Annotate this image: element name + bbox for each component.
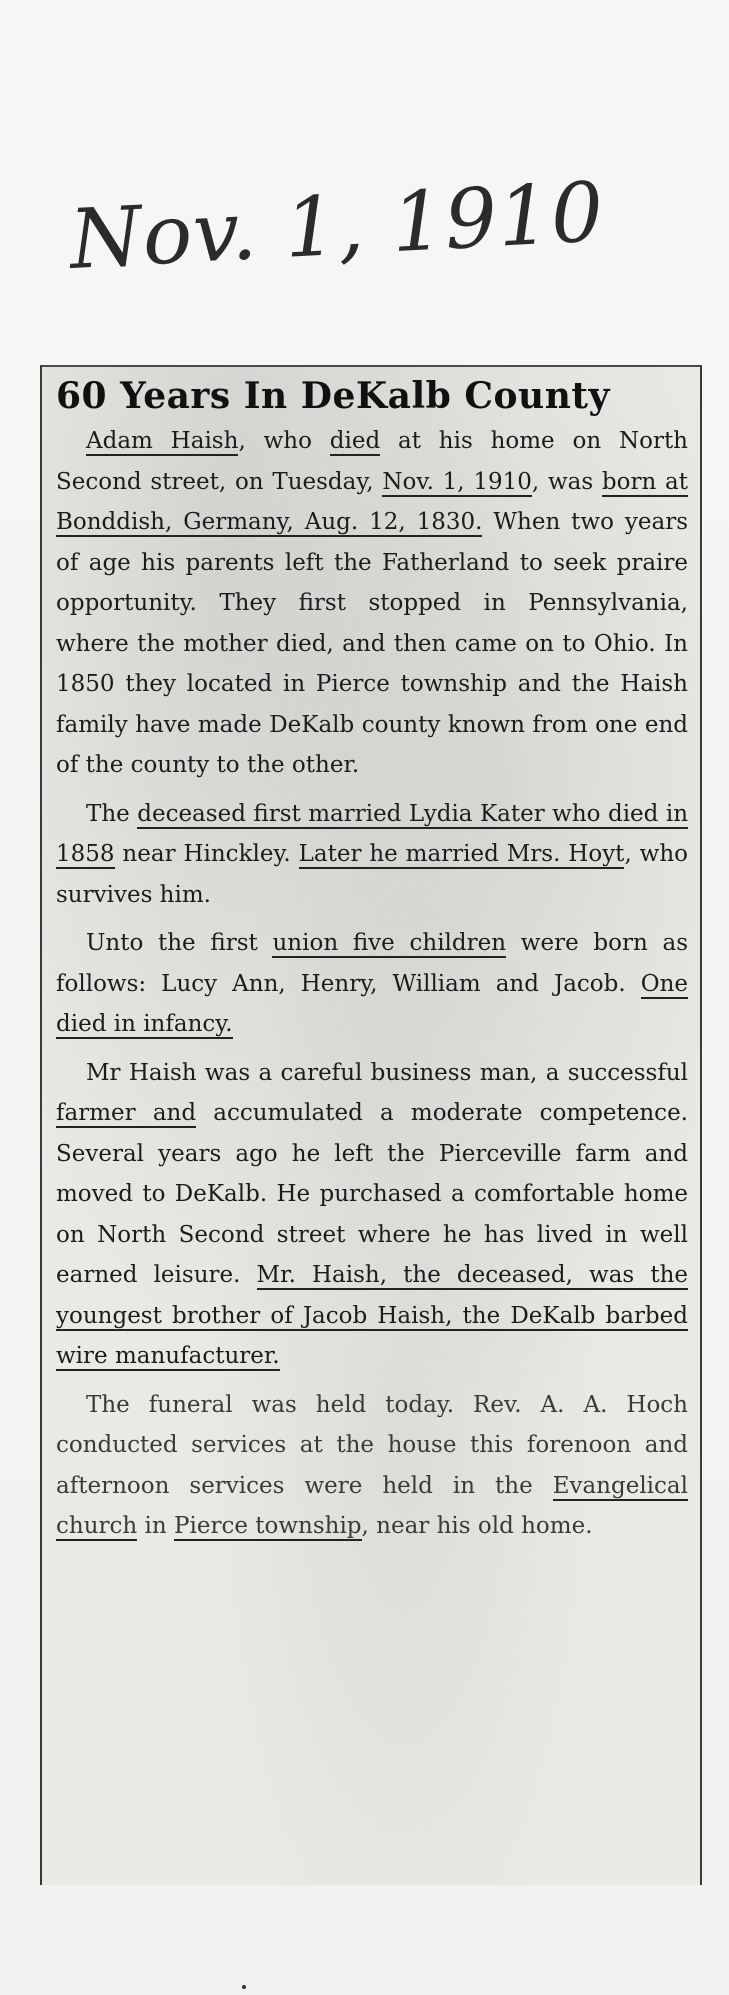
- paragraph-text: , near his old home.: [361, 1513, 593, 1539]
- underlined-text: Later he married Mrs. Hoyt: [298, 841, 625, 867]
- article-paragraph: [56, 923, 688, 1045]
- underlined-text: union five children: [272, 930, 507, 956]
- paragraph-text: , who survives him.: [56, 841, 688, 908]
- paragraph-text: Unto the first: [86, 930, 273, 956]
- article-paragraph: [56, 1053, 688, 1377]
- article-paragraph: [56, 421, 688, 786]
- paragraph-text: accumulated a moderate competence. Several years ago he left the Pierceville farm and moved to DeKalb. He purchased a comfortable home on North Second street where he has lived in well earned leisure.: [56, 1100, 688, 1288]
- newspaper-clipping: [40, 365, 702, 1885]
- underlined-text: deceased first married Lydia Kater who died in 1858: [56, 800, 689, 867]
- paragraph-text: , was: [531, 468, 602, 495]
- paragraph-text: The: [86, 800, 138, 827]
- paragraph-text: , who: [238, 428, 330, 454]
- underlined-text: Adam Haish: [86, 428, 239, 454]
- underlined-text: Nov. 1, 1910: [382, 468, 532, 495]
- underlined-text: One died in infancy.: [56, 970, 688, 1037]
- headline: 60 Years In DeKalb County: [56, 375, 610, 417]
- paragraph-text: at his home on North Second street, on Tuesday,: [56, 428, 688, 495]
- paragraph-text: Mr Haish was a careful business man, a successful: [86, 1059, 688, 1086]
- article-body: [56, 421, 688, 1547]
- paragraph-text: were born as follows: Lucy Ann, Henry, William and Jacob.: [56, 930, 689, 997]
- underlined-text: farmer and: [56, 1100, 197, 1126]
- handwritten-date: Nov. 1, 1910: [67, 165, 607, 288]
- paragraph-text: near Hinckley.: [114, 841, 299, 867]
- paragraph-text: When two years of age his parents left the Fatherland to seek praire opportunity. They first stopped in Pennsylvania, where the mother died, and then came on to Ohio. In 1850 they located in Pierce township and the Haish family have made DeKalb county known from one end of the county to the other.: [56, 509, 689, 778]
- paragraph-text: The funeral was held today. Rev. A. A. Hoch conducted services at the house this forenoon and afternoon services were held in the: [56, 1391, 688, 1499]
- article-paragraph: [56, 1385, 688, 1547]
- underlined-text: Mr. Haish, the deceased, was the youngest brother of Jacob Haish, the DeKalb barbed wire manufacturer.: [56, 1262, 688, 1369]
- underlined-text: Pierce township: [174, 1513, 362, 1539]
- paragraph-text: in: [137, 1513, 174, 1539]
- underlined-text: born at Bonddish, Germany, Aug. 12, 1830.: [56, 468, 688, 535]
- article-paragraph: [56, 794, 688, 916]
- underlined-text: died: [329, 428, 381, 454]
- stray-mark: [242, 1985, 246, 1989]
- underlined-text: Evangelical church: [56, 1472, 688, 1539]
